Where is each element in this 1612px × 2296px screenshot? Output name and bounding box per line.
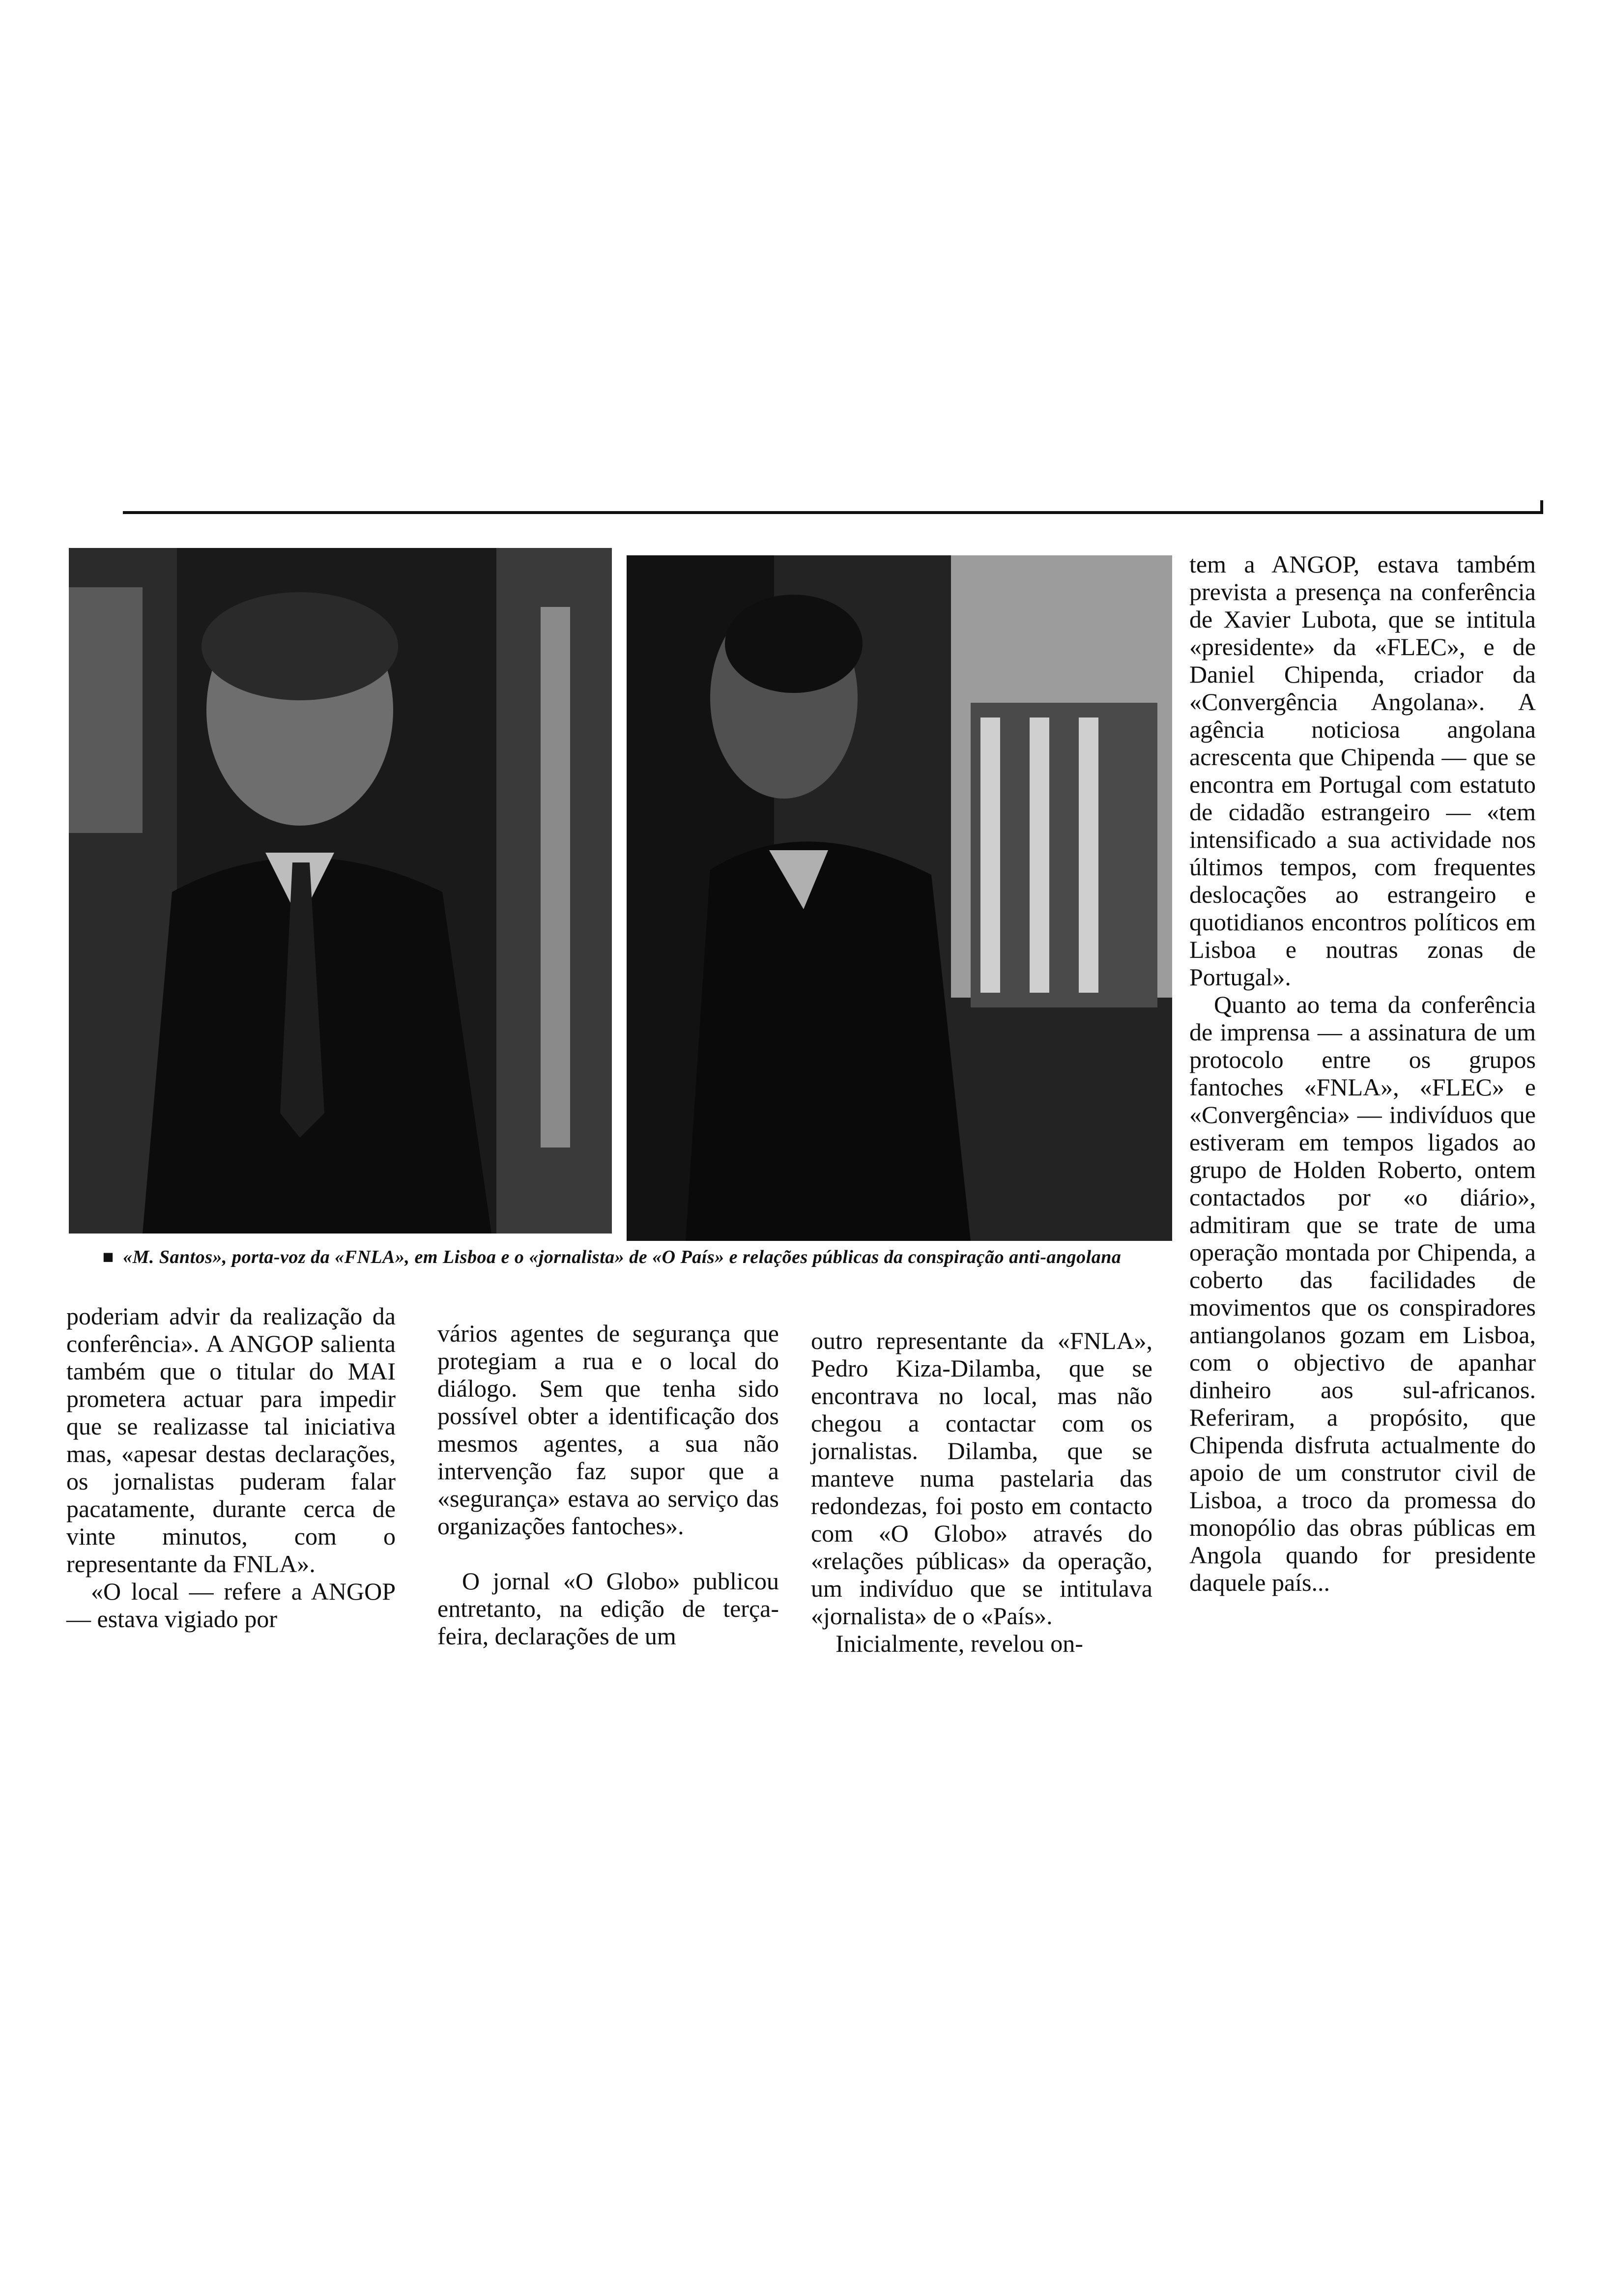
portrait-photo-icon [69,548,612,1234]
article-column-1 [66,1302,396,1633]
caption-text: «M. Santos», porta-voz da «FNLA», em Lisboa e o «jornalista» de «O País» e relações públicas da conspiração anti-angolana [123,1247,1122,1267]
paragraph: vários agentes de segurança que protegiam a rua e o local do diálogo. Sem que tenha sido possível obter a identificação dos mesmos agentes, a sua não intervenção faz supor que a «segurança» estava ao serviço das organizações fantoches». [437,1320,779,1540]
article-column-3 [811,1327,1152,1657]
photo-caption [64,1246,1160,1268]
top-rule [123,511,1543,514]
photo-right-journalist [627,555,1172,1241]
article-column-4 [1189,550,1536,1596]
paragraph: Quanto ao tema da conferência de imprensa — a assinatura de um protocolo entre os grupos fantoches «FNLA», «FLEC» e «Convergência» — indivíduos que estiveram em tempos ligados ao grupo de Holden Roberto, ontem contactados por «o diário», admitiram que se trate de uma operação montada por Chipenda, a coberto das facilidades de movimentos que os conspiradores antiangolanos gozam em Lisboa, com o objectivo de apanhar dinheiro aos sul-africanos. Referiram, a propósito, que Chipenda disfruta actualmente do apoio de um construtor civil de Lisboa, a troco da promessa do monopólio das obras públicas em Angola quando for presidente daquele país... [1189,991,1536,1596]
photo-left-spokesman [69,548,612,1234]
article-column-2 [437,1320,779,1650]
paragraph: outro representante da «FNLA», Pedro Kiza-Dilamba, que se encontrava no local, mas não chegou a contactar com os jornalistas. Dilamba, que se manteve numa pastelaria das redondezas, foi posto em contacto com «O Globo» através do «relações públicas» da operação, um indivíduo que se intitulava «jornalista» de o «País». [811,1327,1152,1630]
paragraph: poderiam advir da realização da conferência». A ANGOP salienta também que o titular do MAI prometera actuar para impedir que se realizasse tal iniciativa mas, «apesar destas declarações, os jornalistas puderam falar pacatamente, durante cerca de vinte minutos, com o representante da FNLA». [66,1302,396,1578]
portrait-photo-icon [627,555,1172,1241]
paragraph: Inicialmente, revelou on- [835,1630,1083,1657]
paragraph: «O local — refere a ANGOP — estava vigiado por [66,1578,396,1633]
paragraph: tem a ANGOP, estava também prevista a presença na conferência de Xavier Lubota, que se intitula «presidente» da «FLEC», e de Daniel Chipenda, criador da «Convergência Angolana». A agência noticiosa angolana acrescenta que Chipenda — que se encontra em Portugal com estatuto de cidadão estrangeiro — «tem intensificado a sua actividade nos últimos tempos, com frequentes deslocações ao estrangeiro e quotidianos encontros políticos em Lisboa e noutras zonas de Portugal». [1189,550,1536,991]
paragraph: O jornal «O Globo» publicou entretanto, na edição de terça-feira, declarações de um [437,1567,779,1650]
caption-bullet: ■ [102,1247,115,1267]
